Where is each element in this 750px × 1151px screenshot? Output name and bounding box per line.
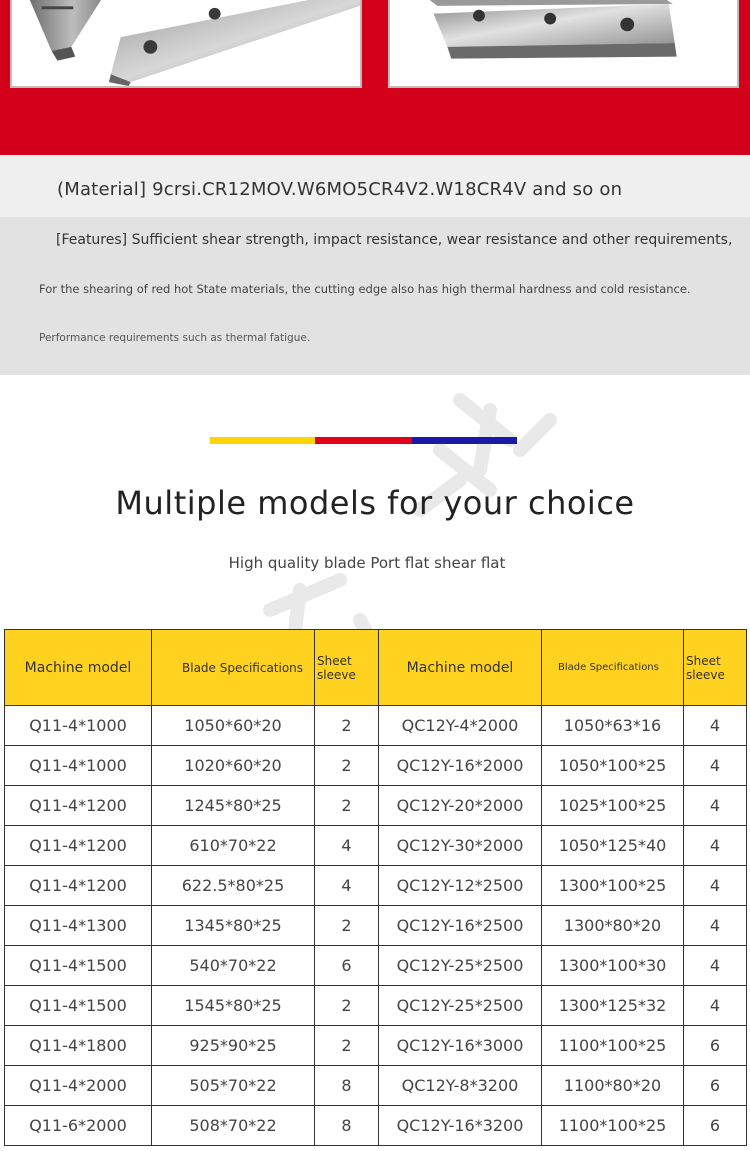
- table-header-row: [5, 630, 747, 706]
- blade-spec-table: [4, 629, 747, 1146]
- table-row: [5, 1026, 747, 1066]
- features-line-1: [Features] Sufficient shear strength, impact resistance, wear resistance and other requirements,: [56, 232, 733, 248]
- table-cell: 8: [315, 1066, 379, 1106]
- table-row: [5, 946, 747, 986]
- divider-red-segment: [315, 437, 412, 444]
- table-cell: 2: [315, 1026, 379, 1066]
- table-cell: 4: [684, 706, 747, 746]
- blade-photo-right: [388, 0, 739, 88]
- table-cell: QC12Y-16*2000: [379, 746, 542, 786]
- table-cell: 4: [684, 906, 747, 946]
- table-cell: 1345*80*25: [152, 906, 315, 946]
- table-row: [5, 1066, 747, 1106]
- table-cell: Q11-4*1200: [5, 826, 152, 866]
- table-cell: QC12Y-20*2000: [379, 786, 542, 826]
- divider-blue-segment: [412, 437, 517, 444]
- table-cell: 1545*80*25: [152, 986, 315, 1026]
- features-line-3: Performance requirements such as thermal fatigue.: [39, 332, 311, 344]
- table-cell: 4: [684, 786, 747, 826]
- table-cell: 1100*80*20: [542, 1066, 684, 1106]
- table-cell: 540*70*22: [152, 946, 315, 986]
- header-machine-model-2: Machine model: [379, 630, 542, 706]
- table-cell: 1050*63*16: [542, 706, 684, 746]
- table-cell: 1100*100*25: [542, 1026, 684, 1066]
- table-cell: 6: [684, 1106, 747, 1146]
- table-cell: 6: [684, 1026, 747, 1066]
- table-row: [5, 826, 747, 866]
- table-cell: 1050*60*20: [152, 706, 315, 746]
- table-cell: 1300*100*25: [542, 866, 684, 906]
- table-cell: 925*90*25: [152, 1026, 315, 1066]
- table-cell: 2: [315, 906, 379, 946]
- table-cell: 622.5*80*25: [152, 866, 315, 906]
- features-panel: [0, 217, 750, 375]
- table-cell: QC12Y-12*2500: [379, 866, 542, 906]
- table-cell: QC12Y-25*2500: [379, 946, 542, 986]
- table-cell: 1025*100*25: [542, 786, 684, 826]
- blade-photo-left: [10, 0, 362, 88]
- table-cell: QC12Y-4*2000: [379, 706, 542, 746]
- header-sheet-sleeve-1: Sheet sleeve: [315, 630, 379, 706]
- table-cell: 4: [684, 866, 747, 906]
- section-subtitle: High quality blade Port flat shear flat: [228, 554, 506, 572]
- table-cell: 4: [684, 826, 747, 866]
- table-cell: Q11-4*1500: [5, 986, 152, 1026]
- table-cell: Q11-4*1000: [5, 706, 152, 746]
- table-cell: QC12Y-16*2500: [379, 906, 542, 946]
- table-cell: 8: [315, 1106, 379, 1146]
- table-cell: 2: [315, 746, 379, 786]
- header-sheet-sleeve-2: Sheet sleeve: [684, 630, 747, 706]
- material-text: (Material] 9crsi.CR12MOV.W6MO5CR4V2.W18CR4V and so on: [57, 179, 623, 200]
- table-cell: Q11-4*1800: [5, 1026, 152, 1066]
- table-cell: 1245*80*25: [152, 786, 315, 826]
- table-cell: 1300*125*32: [542, 986, 684, 1026]
- table-body: [5, 706, 747, 1146]
- table-cell: 4: [684, 986, 747, 1026]
- header-blade-specs-1: Blade Specifications: [152, 630, 315, 706]
- table-cell: QC12Y-16*3200: [379, 1106, 542, 1146]
- table-cell: 505*70*22: [152, 1066, 315, 1106]
- tricolor-divider: [210, 437, 517, 444]
- table-cell: 4: [315, 866, 379, 906]
- header-blade-specs-2: Blade Specifications: [542, 630, 684, 706]
- table-cell: Q11-4*1200: [5, 866, 152, 906]
- table-row: [5, 1106, 747, 1146]
- table-cell: 508*70*22: [152, 1106, 315, 1146]
- shear-blade-image: [12, 0, 360, 86]
- product-banner: [0, 0, 750, 155]
- table-cell: 1050*125*40: [542, 826, 684, 866]
- table-cell: Q11-4*2000: [5, 1066, 152, 1106]
- table-cell: QC12Y-16*3000: [379, 1026, 542, 1066]
- table-cell: 1300*80*20: [542, 906, 684, 946]
- table-cell: 4: [315, 826, 379, 866]
- table-cell: QC12Y-8*3200: [379, 1066, 542, 1106]
- table-cell: 4: [684, 746, 747, 786]
- table-cell: Q11-4*1200: [5, 786, 152, 826]
- table-cell: Q11-4*1000: [5, 746, 152, 786]
- table-cell: Q11-4*1300: [5, 906, 152, 946]
- header-machine-model-1: Machine model: [5, 630, 152, 706]
- table-cell: 4: [684, 946, 747, 986]
- table-cell: 6: [684, 1066, 747, 1106]
- table-cell: 2: [315, 786, 379, 826]
- table-row: [5, 786, 747, 826]
- table-cell: Q11-6*2000: [5, 1106, 152, 1146]
- table-row: [5, 866, 747, 906]
- table-cell: 1020*60*20: [152, 746, 315, 786]
- table-cell: 1100*100*25: [542, 1106, 684, 1146]
- table-row: [5, 986, 747, 1026]
- features-line-2: For the shearing of red hot State materials, the cutting edge also has high thermal hardness and cold resistance.: [39, 282, 691, 296]
- divider-yellow-segment: [210, 437, 315, 444]
- table-cell: QC12Y-30*2000: [379, 826, 542, 866]
- table-cell: 6: [315, 946, 379, 986]
- material-strip: [0, 155, 750, 217]
- section-title: Multiple models for your choice: [115, 484, 635, 522]
- table-row: [5, 906, 747, 946]
- table-cell: 1050*100*25: [542, 746, 684, 786]
- table-cell: QC12Y-25*2500: [379, 986, 542, 1026]
- table-cell: 610*70*22: [152, 826, 315, 866]
- table-row: [5, 746, 747, 786]
- flat-blade-image: [390, 0, 737, 86]
- table-cell: 2: [315, 986, 379, 1026]
- table-cell: Q11-4*1500: [5, 946, 152, 986]
- table-row: [5, 706, 747, 746]
- table-cell: 2: [315, 706, 379, 746]
- table-cell: 1300*100*30: [542, 946, 684, 986]
